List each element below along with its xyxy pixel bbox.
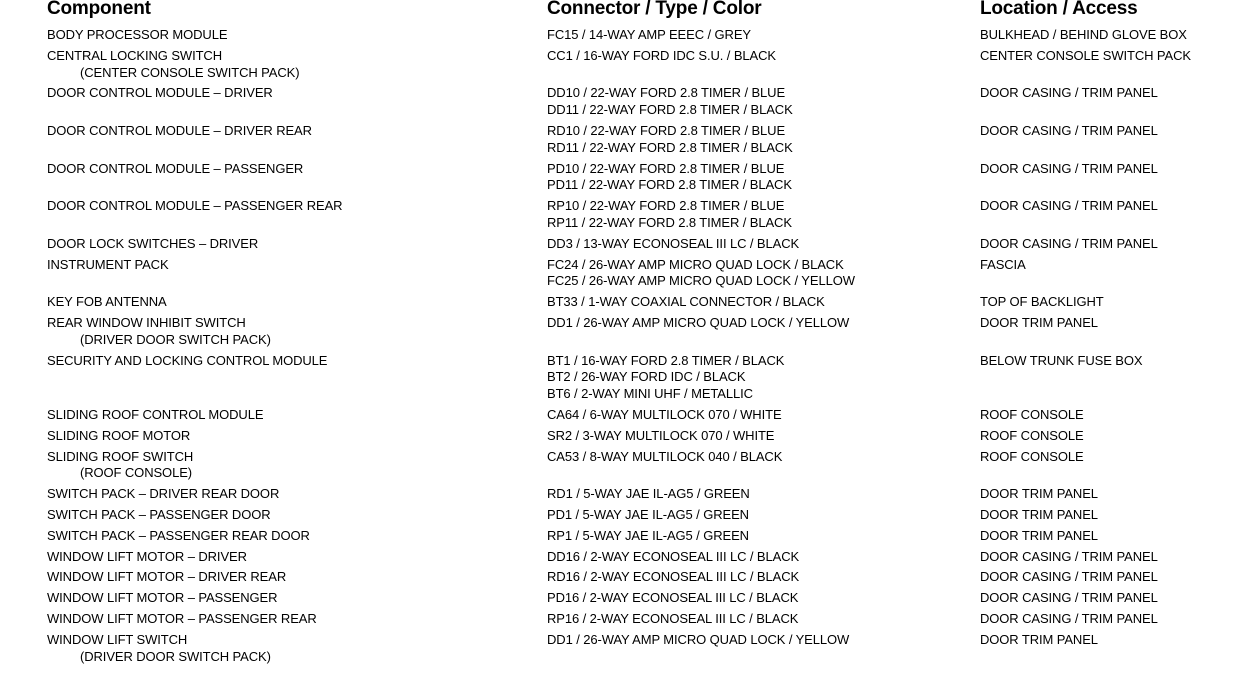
table-row — [0, 486, 1248, 507]
component-cell — [47, 569, 527, 586]
table-row — [0, 198, 1248, 236]
connector-entry: DD1 / 26-WAY AMP MICRO QUAD LOCK / YELLOW — [547, 314, 850, 330]
connector-cell — [547, 123, 793, 157]
connector-cell — [547, 590, 798, 607]
component-name: DOOR CONTROL MODULE – DRIVER REAR — [47, 122, 312, 138]
table-row — [0, 507, 1248, 528]
component-name: SWITCH PACK – DRIVER REAR DOOR — [47, 486, 280, 502]
connector-entry: DD11 / 22-WAY FORD 2.8 TIMER / BLACK — [547, 102, 793, 118]
connector-entry: DD10 / 22-WAY FORD 2.8 TIMER / BLUE — [547, 85, 786, 101]
component-location-note: (ROOF CONSOLE) — [80, 465, 192, 481]
component-cell — [47, 123, 527, 140]
component-name: WINDOW LIFT MOTOR – PASSENGER — [47, 590, 278, 606]
component-cell — [47, 449, 527, 483]
component-location-note: (DRIVER DOOR SWITCH PACK) — [80, 331, 271, 347]
location-cell: DOOR CASING / TRIM PANEL — [980, 610, 1158, 626]
location-cell: TOP OF BACKLIGHT — [980, 294, 1104, 310]
component-cell — [47, 353, 527, 370]
header-location: Location / Access — [980, 0, 1138, 19]
connector-entry: PD10 / 22-WAY FORD 2.8 TIMER / BLUE — [547, 160, 785, 176]
connector-entry: PD1 / 5-WAY JAE IL-AG5 / GREEN — [547, 506, 749, 522]
connector-cell — [547, 528, 749, 545]
connector-entry: BT2 / 26-WAY FORD IDC / BLACK — [547, 369, 746, 385]
connector-cell — [547, 632, 849, 649]
table-row — [0, 236, 1248, 257]
connector-entry: RP1 / 5-WAY JAE IL-AG5 / GREEN — [547, 527, 749, 543]
component-name: WINDOW LIFT SWITCH — [47, 631, 188, 647]
connector-cell — [547, 611, 798, 628]
component-name: WINDOW LIFT MOTOR – PASSENGER REAR — [47, 610, 317, 626]
component-cell — [47, 407, 527, 424]
component-location-note: (DRIVER DOOR SWITCH PACK) — [80, 648, 271, 664]
connector-cell — [547, 315, 849, 332]
component-name: SWITCH PACK – PASSENGER DOOR — [47, 506, 271, 522]
component-cell — [47, 486, 527, 503]
location-cell: DOOR TRIM PANEL — [980, 527, 1098, 543]
location-cell: DOOR CASING / TRIM PANEL — [980, 198, 1158, 214]
connector-cell — [547, 486, 750, 503]
connector-cell — [547, 353, 784, 403]
connector-cell — [547, 236, 799, 253]
location-cell: ROOF CONSOLE — [980, 427, 1084, 443]
component-name: SECURITY AND LOCKING CONTROL MODULE — [47, 352, 328, 368]
connector-entry: RP16 / 2-WAY ECONOSEAL III LC / BLACK — [547, 610, 799, 626]
table-row — [0, 549, 1248, 570]
connector-cell — [547, 449, 782, 466]
connector-entry: FC15 / 14-WAY AMP EEEC / GREY — [547, 27, 751, 42]
component-cell — [47, 27, 527, 44]
connector-entry: DD16 / 2-WAY ECONOSEAL III LC / BLACK — [547, 548, 800, 564]
table-row — [0, 85, 1248, 123]
component-cell — [47, 161, 527, 178]
component-cell — [47, 257, 527, 274]
connector-cell — [547, 507, 749, 524]
location-cell: DOOR CASING / TRIM PANEL — [980, 569, 1158, 585]
location-cell: DOOR TRIM PANEL — [980, 486, 1098, 502]
location-cell: DOOR TRIM PANEL — [980, 506, 1098, 522]
component-name: DOOR CONTROL MODULE – PASSENGER REAR — [47, 198, 343, 214]
component-cell — [47, 198, 527, 215]
table-row — [0, 48, 1248, 86]
connector-cell — [547, 161, 792, 195]
component-location-note: (CENTER CONSOLE SWITCH PACK) — [80, 64, 300, 80]
component-cell — [47, 507, 527, 524]
table-row — [0, 528, 1248, 549]
table-row — [0, 353, 1248, 407]
header-connector: Connector / Type / Color — [547, 0, 762, 19]
connector-cell — [547, 257, 855, 291]
connector-entry: PD11 / 22-WAY FORD 2.8 TIMER / BLACK — [547, 177, 792, 193]
table-row — [0, 632, 1248, 670]
location-cell: BULKHEAD / BEHIND GLOVE BOX — [980, 27, 1187, 42]
component-name: WINDOW LIFT MOTOR – DRIVER REAR — [47, 569, 287, 585]
connector-entry: RP11 / 22-WAY FORD 2.8 TIMER / BLACK — [547, 214, 792, 230]
connector-entry: RD1 / 5-WAY JAE IL-AG5 / GREEN — [547, 486, 750, 502]
component-name: CENTRAL LOCKING SWITCH — [47, 47, 223, 63]
location-cell: DOOR CASING / TRIM PANEL — [980, 235, 1158, 251]
connector-entry: BT1 / 16-WAY FORD 2.8 TIMER / BLACK — [547, 352, 785, 368]
component-cell — [47, 632, 527, 666]
component-name: REAR WINDOW INHIBIT SWITCH — [47, 314, 246, 330]
connector-cell — [547, 549, 799, 566]
component-cell — [47, 528, 527, 545]
component-name: SWITCH PACK – PASSENGER REAR DOOR — [47, 527, 310, 543]
connector-entry: PD16 / 2-WAY ECONOSEAL III LC / BLACK — [547, 590, 799, 606]
connector-cell — [547, 48, 776, 65]
location-cell: CENTER CONSOLE SWITCH PACK — [980, 47, 1191, 63]
connector-cell — [547, 407, 782, 424]
component-name: SLIDING ROOF MOTOR — [47, 427, 191, 443]
connector-entry: CC1 / 16-WAY FORD IDC S.U. / BLACK — [547, 47, 776, 63]
location-cell: DOOR CASING / TRIM PANEL — [980, 122, 1158, 138]
connector-cell — [547, 27, 751, 44]
header-component: Component — [47, 0, 151, 19]
table-row — [0, 294, 1248, 315]
component-name: BODY PROCESSOR MODULE — [47, 27, 228, 42]
table-row — [0, 569, 1248, 590]
connector-entry: FC25 / 26-WAY AMP MICRO QUAD LOCK / YELLOW — [547, 273, 855, 289]
table-row — [0, 428, 1248, 449]
table-row — [0, 449, 1248, 487]
table-row — [0, 27, 1248, 48]
location-cell: DOOR TRIM PANEL — [980, 314, 1098, 330]
table-row — [0, 590, 1248, 611]
component-cell — [47, 294, 527, 311]
connector-entry: SR2 / 3-WAY MULTILOCK 070 / WHITE — [547, 427, 775, 443]
connector-entry: RD16 / 2-WAY ECONOSEAL III LC / BLACK — [547, 569, 800, 585]
component-cell — [47, 428, 527, 445]
connector-entry: CA64 / 6-WAY MULTILOCK 070 / WHITE — [547, 406, 782, 422]
component-table — [0, 27, 1248, 669]
connector-cell — [547, 428, 774, 445]
location-cell: DOOR TRIM PANEL — [980, 631, 1098, 647]
location-cell: FASCIA — [980, 256, 1026, 272]
connector-cell — [547, 198, 792, 232]
location-cell: DOOR CASING / TRIM PANEL — [980, 85, 1158, 101]
connector-entry: CA53 / 8-WAY MULTILOCK 040 / BLACK — [547, 448, 783, 464]
connector-entry: BT33 / 1-WAY COAXIAL CONNECTOR / BLACK — [547, 294, 825, 310]
component-name: WINDOW LIFT MOTOR – DRIVER — [47, 548, 247, 564]
component-name: SLIDING ROOF SWITCH — [47, 448, 194, 464]
connector-entry: DD1 / 26-WAY AMP MICRO QUAD LOCK / YELLOW — [547, 631, 850, 647]
component-cell — [47, 590, 527, 607]
table-row — [0, 407, 1248, 428]
connector-entry: FC24 / 26-WAY AMP MICRO QUAD LOCK / BLACK — [547, 256, 844, 272]
table-row — [0, 257, 1248, 295]
component-name: DOOR CONTROL MODULE – PASSENGER — [47, 160, 304, 176]
component-name: DOOR LOCK SWITCHES – DRIVER — [47, 235, 259, 251]
table-row — [0, 161, 1248, 199]
table-row — [0, 315, 1248, 353]
component-cell — [47, 48, 527, 82]
location-cell: BELOW TRUNK FUSE BOX — [980, 352, 1143, 368]
component-name: DOOR CONTROL MODULE – DRIVER — [47, 85, 273, 101]
connector-cell — [547, 85, 793, 119]
component-name: SLIDING ROOF CONTROL MODULE — [47, 406, 264, 422]
location-cell: ROOF CONSOLE — [980, 406, 1084, 422]
component-name: KEY FOB ANTENNA — [47, 294, 167, 310]
connector-entry: BT6 / 2-WAY MINI UHF / METALLIC — [547, 386, 753, 402]
connector-cell — [547, 569, 799, 586]
component-cell — [47, 549, 527, 566]
location-cell: DOOR CASING / TRIM PANEL — [980, 590, 1158, 606]
connector-entry: DD3 / 13-WAY ECONOSEAL III LC / BLACK — [547, 235, 800, 251]
connector-entry: RD11 / 22-WAY FORD 2.8 TIMER / BLACK — [547, 139, 793, 155]
table-header — [0, 0, 1248, 24]
component-cell — [47, 315, 527, 349]
location-cell: DOOR CASING / TRIM PANEL — [980, 548, 1158, 564]
connector-entry: RD10 / 22-WAY FORD 2.8 TIMER / BLUE — [547, 122, 786, 138]
location-cell: ROOF CONSOLE — [980, 448, 1084, 464]
component-name: INSTRUMENT PACK — [47, 256, 169, 272]
location-cell: DOOR CASING / TRIM PANEL — [980, 160, 1158, 176]
component-cell — [47, 85, 527, 102]
connector-cell — [547, 294, 825, 311]
component-cell — [47, 611, 527, 628]
component-cell — [47, 236, 527, 253]
table-row — [0, 611, 1248, 632]
table-row — [0, 123, 1248, 161]
connector-entry: RP10 / 22-WAY FORD 2.8 TIMER / BLUE — [547, 198, 785, 214]
